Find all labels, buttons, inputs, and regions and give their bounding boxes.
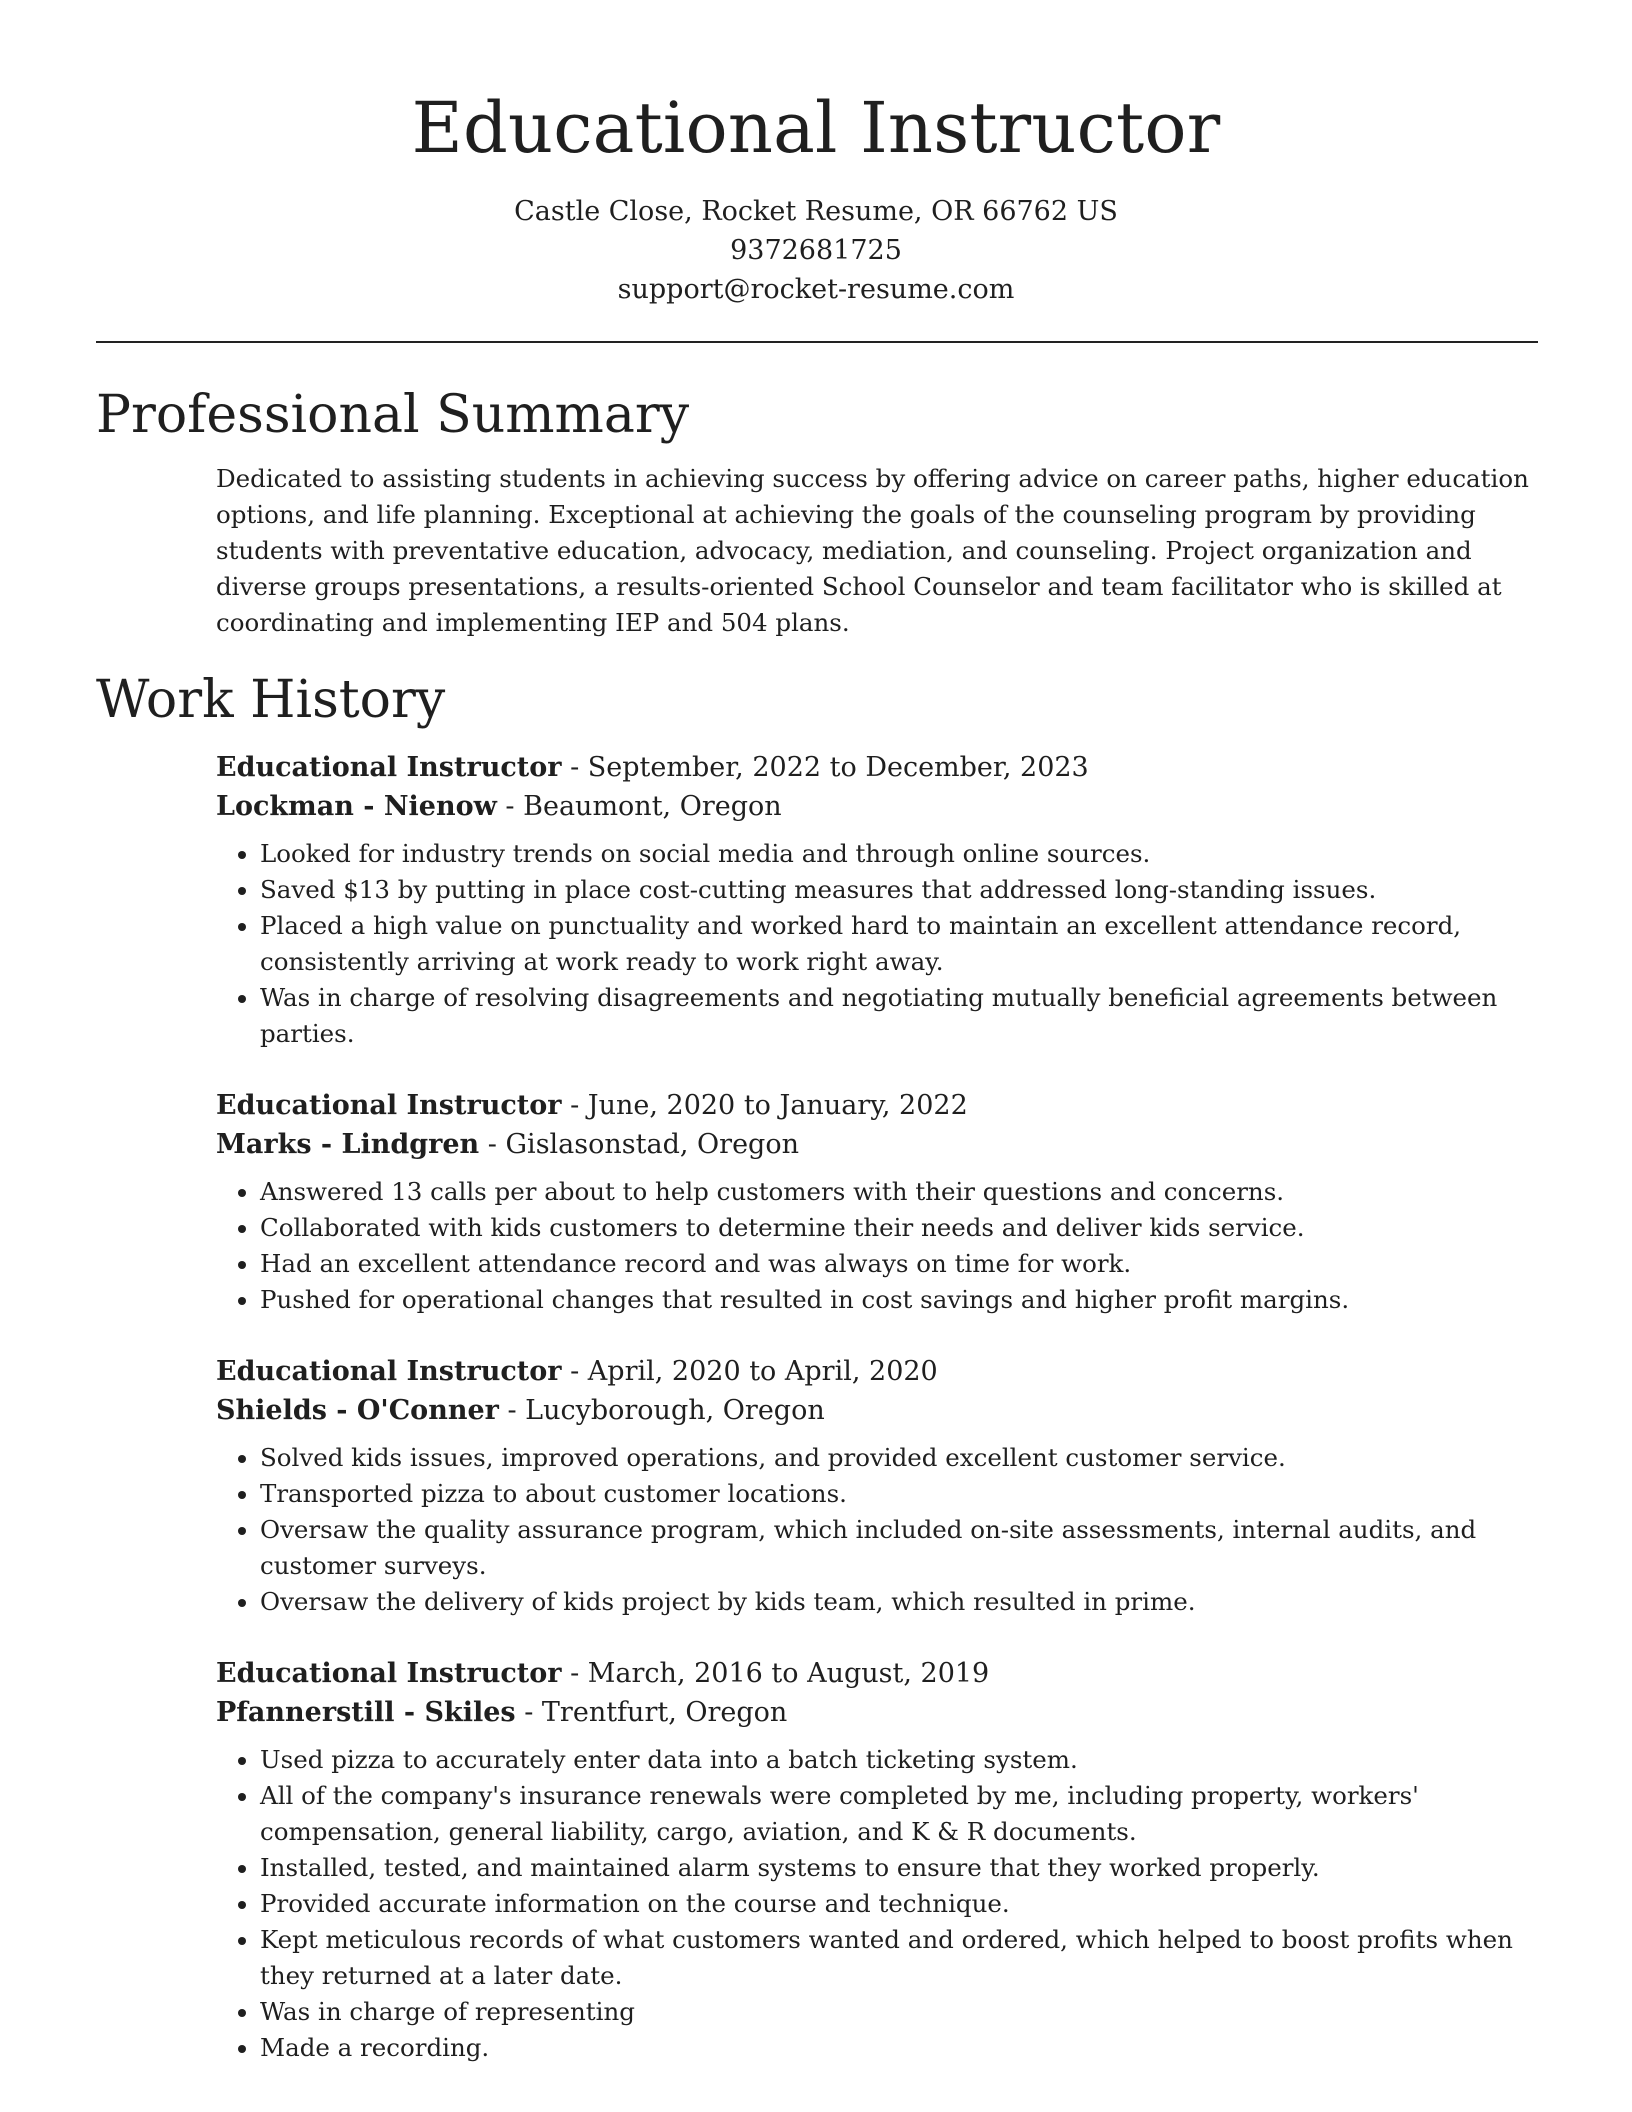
separator: - <box>496 791 524 822</box>
job-dates: March, 2016 to August, 2019 <box>587 1658 990 1689</box>
job-bullet: • Collaborated with kids customers to determine their needs and deliver kids service. <box>260 1210 1546 1246</box>
job-bullet: • Pushed for operational changes that resulted in cost savings and higher profit margins. <box>260 1282 1546 1318</box>
job-role: Educational Instructor <box>216 752 562 783</box>
job-entry <box>216 1654 1546 2066</box>
job-bullet: • Answered 13 calls per about to help customers with their questions and concerns. <box>260 1174 1546 1210</box>
job-entry <box>216 1352 1546 1620</box>
job-bullet: • Transported pizza to about customer locations. <box>260 1476 1546 1512</box>
separator: - <box>515 1697 542 1728</box>
summary-heading: Professional Summary <box>96 385 690 445</box>
job-entry <box>216 748 1546 1052</box>
job-bullet: • Oversaw the delivery of kids project by kids team, which resulted in prime. <box>260 1584 1546 1620</box>
job-title-line <box>216 1086 1546 1125</box>
separator: - <box>498 1395 526 1426</box>
job-role: Educational Instructor <box>216 1356 562 1387</box>
job-bullets <box>216 836 1546 1052</box>
resume-header <box>0 0 1632 309</box>
job-bullet: • Used pizza to accurately enter data into a batch ticketing system. <box>260 1742 1546 1778</box>
separator: - <box>479 1129 506 1160</box>
job-bullets <box>216 1742 1546 2066</box>
contact-address: Castle Close, Rocket Resume, OR 66762 US <box>514 196 1118 227</box>
separator: - <box>561 1090 588 1121</box>
summary-text: Dedicated to assisting students in achieving success by offering advice on career paths, higher education options, and life planning. Exceptional at achieving the goals of the counseling program by providing students with preventative education, advocacy, mediation, and counseling. Project organization and diverse groups presentations, a results-oriented School Counselor and team facilitator who is skilled at coordinating and implementing IEP and 504 plans. <box>216 464 1529 637</box>
job-company: Marks - Lindgren <box>216 1129 480 1160</box>
job-bullet: • Was in charge of representing <box>260 1994 1546 2030</box>
job-bullet: • Was in charge of resolving disagreements and negotiating mutually beneficial agreements between parties. <box>260 980 1546 1052</box>
job-bullet: • Kept meticulous records of what customers wanted and ordered, which helped to boost profits when they returned at a later date. <box>260 1922 1546 1994</box>
job-title-line <box>216 1654 1546 1693</box>
job-role: Educational Instructor <box>216 1090 562 1121</box>
job-location: Beaumont, Oregon <box>523 791 782 822</box>
job-company-line <box>216 1125 1546 1164</box>
header-divider <box>96 341 1538 343</box>
job-bullets <box>216 1174 1546 1318</box>
job-location: Trentfurt, Oregon <box>541 1697 788 1728</box>
separator: - <box>561 1356 588 1387</box>
contact-block <box>0 192 1632 309</box>
work-history-heading: Work History <box>96 670 446 730</box>
job-company: Lockman - Nienow <box>216 791 497 822</box>
job-dates: April, 2020 to April, 2020 <box>587 1356 938 1387</box>
job-title-line <box>216 1352 1546 1391</box>
job-title-line <box>216 748 1546 787</box>
job-company-line <box>216 1391 1546 1430</box>
work-history-list <box>216 748 1546 2100</box>
job-bullets <box>216 1440 1546 1620</box>
separator: - <box>561 1658 588 1689</box>
job-company-line <box>216 1693 1546 1732</box>
contact-email: support@rocket-resume.com <box>617 274 1015 305</box>
job-dates: June, 2020 to January, 2022 <box>587 1090 968 1121</box>
job-company: Shields - O'Conner <box>216 1395 499 1426</box>
job-bullet: • Made a recording. <box>260 2030 1546 2066</box>
job-company: Pfannerstill - Skiles <box>216 1697 516 1728</box>
job-bullet: • Installed, tested, and maintained alarm systems to ensure that they worked properly. <box>260 1850 1546 1886</box>
job-bullet: • Solved kids issues, improved operations, and provided excellent customer service. <box>260 1440 1546 1476</box>
job-location: Lucyborough, Oregon <box>525 1395 825 1426</box>
job-bullet: • Saved $13 by putting in place cost-cutting measures that addressed long-standing issues. <box>260 872 1546 908</box>
candidate-name: Educational Instructor <box>411 87 1221 169</box>
job-bullet: • Oversaw the quality assurance program, which included on-site assessments, internal audits, and customer surveys. <box>260 1512 1546 1584</box>
separator: - <box>561 752 588 783</box>
job-bullet: • Looked for industry trends on social media and through online sources. <box>260 836 1546 872</box>
job-bullet: • Placed a high value on punctuality and worked hard to maintain an excellent attendance record, consistently arriving at work ready to work right away. <box>260 908 1546 980</box>
job-company-line <box>216 787 1546 826</box>
job-dates: September, 2022 to December, 2023 <box>587 752 1089 783</box>
job-role: Educational Instructor <box>216 1658 562 1689</box>
job-bullet: • All of the company's insurance renewals were completed by me, including property, workers' compensation, general liability, cargo, aviation, and K & R documents. <box>260 1778 1546 1850</box>
job-entry <box>216 1086 1546 1318</box>
contact-phone: 9372681725 <box>730 235 902 266</box>
job-bullet: • Provided accurate information on the course and technique. <box>260 1886 1546 1922</box>
job-bullet: • Had an excellent attendance record and was always on time for work. <box>260 1246 1546 1282</box>
job-location: Gislasonstad, Oregon <box>505 1129 799 1160</box>
